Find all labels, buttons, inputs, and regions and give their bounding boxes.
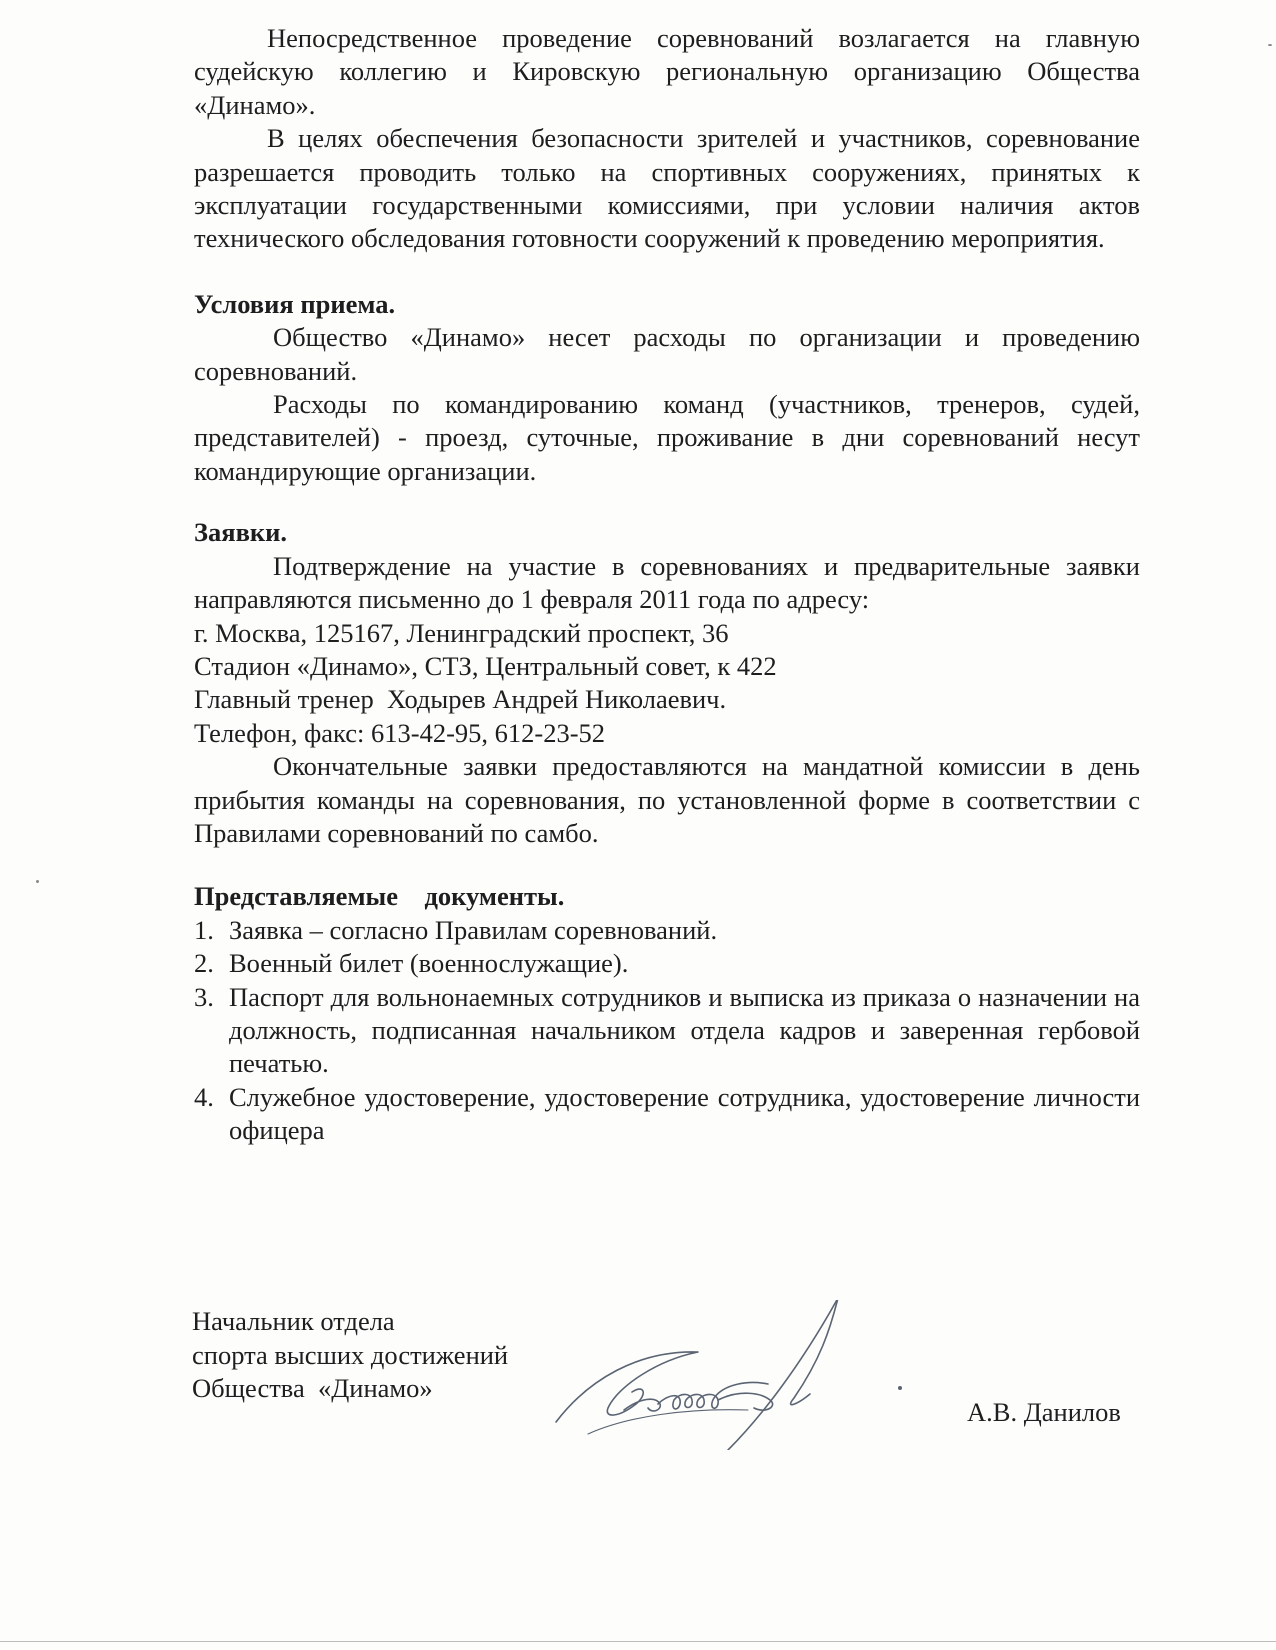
paragraph-conduct: Непосредственное проведение соревнований возлагается на главную судейскую коллегию и Кировскую региональную организацию Общества «Динамо».	[194, 23, 1140, 120]
list-item-text: Заявка – согласно Правилам соревнований.	[229, 914, 718, 945]
phone-fax-line: Телефон, факс: 613-42-95, 612-23-52	[194, 717, 606, 748]
list-item	[194, 914, 1140, 947]
document-body	[194, 22, 1140, 1148]
list-item-number: 2.	[194, 948, 214, 979]
paragraph-final-applications: Окончательные заявки предоставляются на мандатной комиссии в день прибытия команды на соревнования, по установленной форме в соответствии с Правилами соревнований по самбо.	[194, 751, 1140, 848]
signatory-title-line: Общества «Динамо»	[192, 1373, 433, 1404]
list-item-number: 3.	[194, 981, 214, 1012]
paragraph-conditions-travel: Расходы по командированию команд (участников, тренеров, судей, представителей) - проезд, суточные, проживание в дни соревнований несут командирующие организации.	[194, 389, 1140, 486]
paragraph-conditions-expenses: Общество «Динамо» несет расходы по организации и проведению соревнований.	[194, 322, 1140, 386]
list-item	[194, 947, 1140, 980]
address-line-city: г. Москва, 125167, Ленинградский проспект, 36	[194, 617, 729, 648]
list-item-number: 4.	[194, 1081, 214, 1112]
scan-speck	[1268, 44, 1272, 46]
heading-applications: Заявки.	[194, 517, 288, 548]
paragraph-applications-deadline: Подтверждение на участие в соревнованиях и предварительные заявки направляются письменно до 1 февраля 2011 года по адресу:	[194, 550, 1140, 615]
signatory-title-line: спорта высших достижений	[192, 1339, 509, 1370]
list-item-text: Служебное удостоверение, удостоверение сотрудника, удостоверение личности офицера	[229, 1081, 1140, 1146]
head-coach-line: Главный тренер Ходырев Андрей Николаевич.	[194, 684, 727, 715]
heading-conditions: Условия приема.	[194, 288, 396, 319]
list-item-number: 1.	[194, 914, 214, 945]
list-item-text: Военный билет (военнослужащие).	[229, 948, 629, 979]
heading-documents: Представляемые документы.	[194, 881, 565, 912]
list-item	[194, 1081, 1140, 1148]
scan-speck	[36, 880, 39, 883]
signatory-title-line: Начальник отдела	[192, 1306, 395, 1336]
scan-edge-line	[0, 1641, 1276, 1642]
handwritten-signature	[548, 1300, 908, 1450]
list-item-text: Паспорт для вольнонаемных сотрудников и выписка из приказа о назначении на должность, подписанная начальником отдела кадров и заверенная гербовой печатью.	[229, 981, 1140, 1079]
signatory-name: А.В. Данилов	[967, 1397, 1121, 1427]
signatory-title	[192, 1305, 508, 1406]
address-line-stadium: Стадион «Динамо», СТЗ, Центральный совет, к 422	[194, 650, 777, 681]
paragraph-safety: В целях обеспечения безопасности зрителей и участников, соревнование разрешается проводить только на спортивных сооружениях, принятых к эксплуатации государственными комиссиями, при условии наличия актов технического обследования готовности сооружений к проведению мероприятия.	[194, 123, 1140, 254]
list-item	[194, 981, 1140, 1081]
documents-list	[194, 914, 1140, 1148]
